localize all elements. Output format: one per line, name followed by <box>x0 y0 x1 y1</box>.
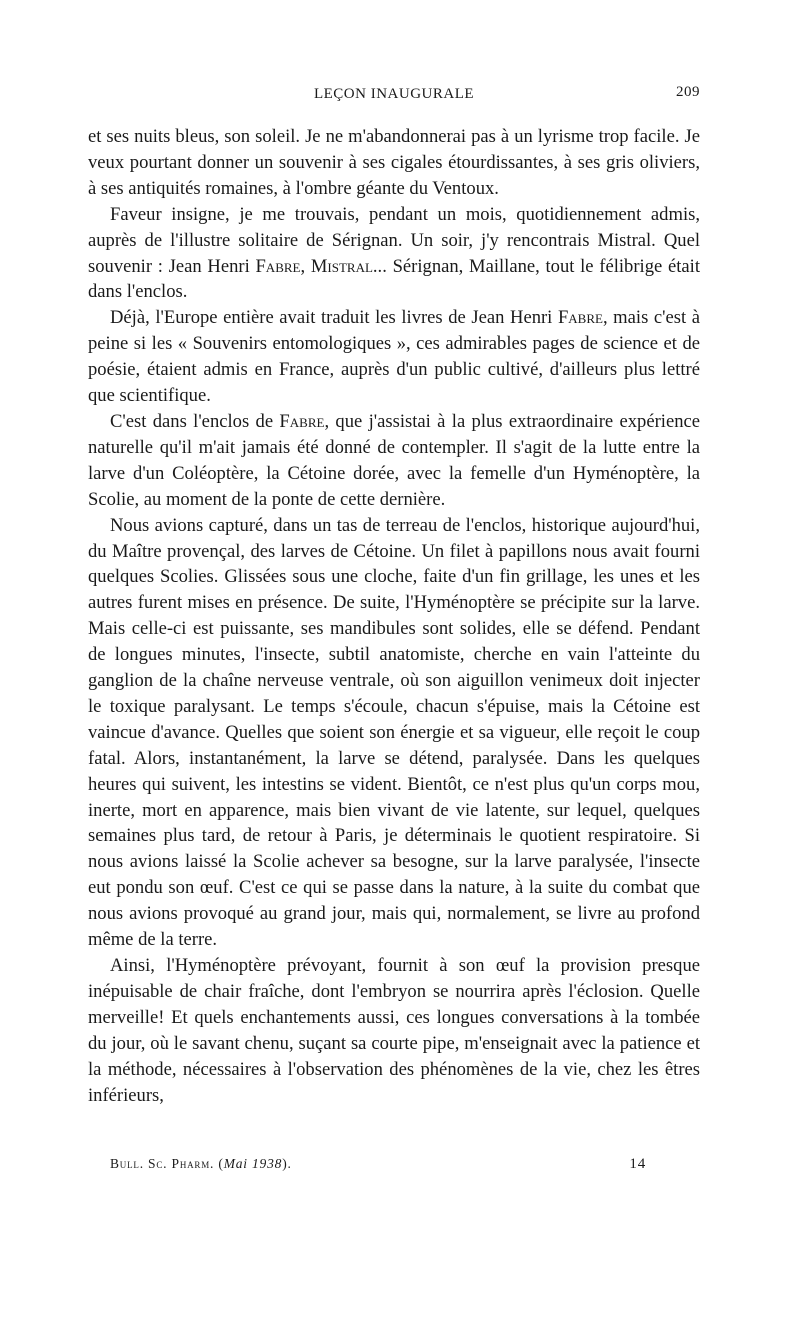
signature-mark: 14 <box>629 1156 646 1172</box>
name-fabre: Fabre <box>557 307 603 329</box>
name-fabre: Fabre <box>255 255 301 277</box>
running-title: LEÇON INAUGURALE <box>313 86 475 102</box>
paragraph-experience: Nous avions capturé, dans un tas de terreau de l'enclos, historique aujourd'hui, du Maître provençal, des larves de Cétoine. Un filet à papillons nous avait fourni quelques Scolies. Glissées sous une cloche, faite d'un fin grillage, les unes et les autres furent mises en présence. De suite, l'Hyménoptère se précipite sur la larve. Mais celle-ci est puissante, ses mandibules sont solides, elle se défend. Pendant de longues minutes, l'insecte, subtil anatomiste, cherche en vain l'atteinte du ganglion de la chaîne nerveuse ventrale, où son aiguillon venimeux doit injecter le toxique paralysant. Le temps s'écoule, chacun s'épuise, mais la Cétoine est vaincue d'avance. Quelles que soient son énergie et sa vigueur, elle reçoit le coup fatal. Alors, instantanément, la larve se détend, paralysée. Dans les quelques heures qui suivent, les intestins se vident. Bientôt, ce n'est plus qu'un corps mou, inerte, mort en apparence, mais bien vivant de vie latente, sur lequel, quelques semaines plus tard, de retour à Paris, je déterminais le quotient respiratoire. Si nous avions laissé la Scolie achever sa besogne, sur la larve paralysée, l'insecte eut pondu son œuf. C'est ce qui se passe dans la nature, à la suite du combat que nous avions provoqué au grand jour, mais qui, normalement, se livre au profond même de la terre. <box>88 514 700 951</box>
name-fabre: Fabre <box>279 410 325 432</box>
journal-citation: Bull. Sc. Pharm. (Mai 1938). <box>110 1156 292 1171</box>
body-text <box>88 124 700 1108</box>
paragraph-faveur: Faveur insigne, je me trouvais, pendant un mois, quotidiennement admis, auprès de l'illustre solitaire de Sérignan. Un soir, j'y rencontrais Mistral. Quel souvenir : Jean Henri Fabre, Mistral... Sérignan, Maillane, tout le félibrige était dans l'enclos. <box>88 203 700 303</box>
paragraph-continued: et ses nuits bleus, son soleil. Je ne m'abandonnerai pas à un lyrisme trop facile. Je veux pourtant donner un souvenir à ses cigales étourdissantes, à ses gris oliviers, à ses antiquités romaines, à l'ombre géante du Ventoux. <box>88 126 700 199</box>
paragraph-enclos: C'est dans l'enclos de Fabre, que j'assistai à la plus extraordinaire expérience naturelle qu'il m'ait jamais été donné de contempler. Il s'agit de la lutte entre la larve d'un Coléoptère, la Cétoine dorée, avec la femelle d'un Hyménoptère, la Scolie, au moment de la ponte de cette dernière. <box>88 410 700 510</box>
name-mistral: Mistral <box>310 255 373 277</box>
paragraph-deja: Déjà, l'Europe entière avait traduit les livres de Jean Henri Fabre, mais c'est à peine si les « Souvenirs entomologiques », ces admirables pages de science et de poésie, étaient admis en France, auprès d'un public cultivé, d'ailleurs plus lettré que scientifique. <box>88 307 700 407</box>
page <box>88 84 700 1172</box>
page-number: 209 <box>676 84 700 100</box>
paragraph-ainsi: Ainsi, l'Hyménoptère prévoyant, fournit à son œuf la provision presque inépuisable de chair fraîche, dont l'embryon se nourrira après l'éclosion. Quelle merveille! Et quels enchantements aussi, ces longues conversations à la tombée du jour, où le savant chenu, suçant sa courte pipe, m'enseignait avec la patience et la méthode, nécessaires à l'observation des phénomènes de la vie, chez les êtres inférieurs, <box>88 955 700 1106</box>
journal-name: Bull. Sc. Pharm. <box>110 1156 215 1171</box>
issue-date: Mai 1938 <box>223 1156 283 1171</box>
running-head <box>88 84 700 110</box>
